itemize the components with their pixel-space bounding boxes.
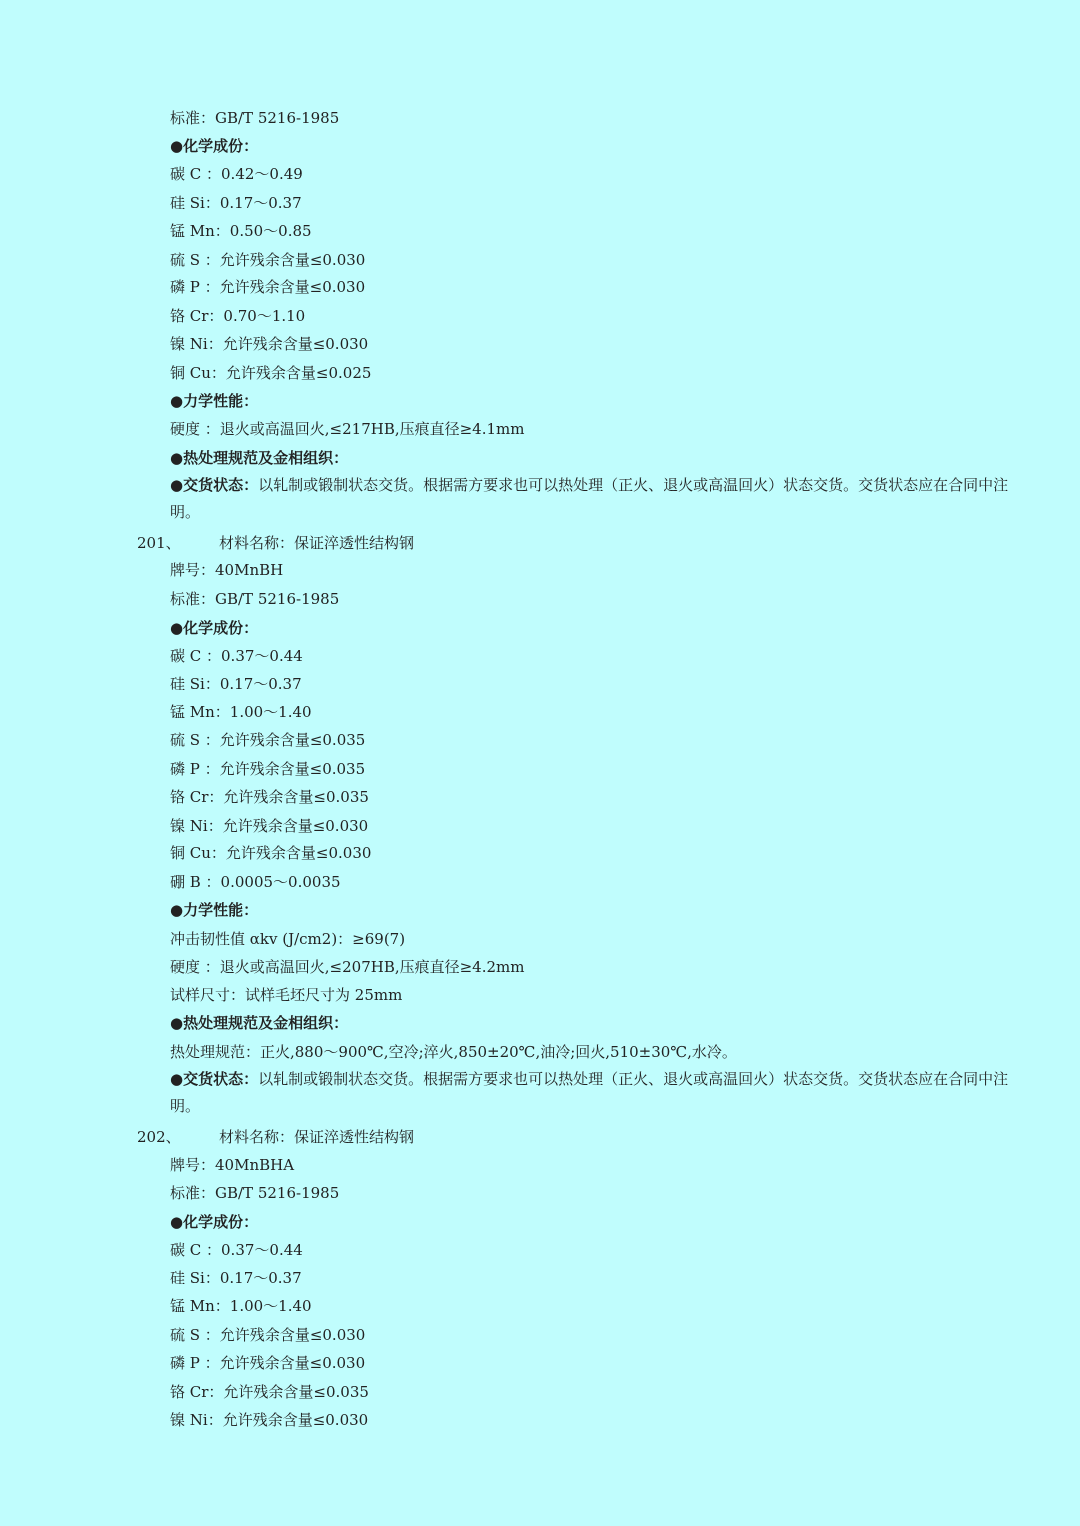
element-chromium: 铬 Cr：0.70～1.10 [170, 307, 306, 325]
element-phosphorus: 磷 P ：允许残余含量≤0.035 [170, 760, 366, 778]
section-heading-mechanical: ●力学性能： [170, 392, 259, 410]
delivery-state-text: 以轧制或锻制状态交货。根据需方要求也可以热处理（正火、退火或高温回火）状态交货。交货状态应在合同中注明。 [170, 1070, 1009, 1115]
element-carbon: 碳 C ：0.42～0.49 [170, 165, 303, 183]
impact-toughness-line: 冲击韧性值 αkv (J/cm2)：≥69(7) [170, 930, 406, 948]
item-202-header [137, 1128, 414, 1146]
section-heading-heat-treatment: ●热处理规范及金相组织： [170, 1014, 349, 1032]
element-nickel: 镍 Ni：允许残余含量≤0.030 [170, 335, 369, 353]
element-sulfur: 硫 S ：允许残余含量≤0.035 [170, 731, 366, 749]
element-chromium: 铬 Cr：允许残余含量≤0.035 [170, 788, 369, 806]
element-copper: 铜 Cu：允许残余含量≤0.030 [170, 844, 372, 862]
element-phosphorus: 磷 P ：允许残余含量≤0.030 [170, 278, 366, 296]
element-boron: 硼 B ：0.0005～0.0035 [170, 873, 341, 891]
material-name: 材料名称：保证淬透性结构钢 [219, 534, 415, 552]
grade-line: 牌号：40MnBHA [170, 1156, 295, 1174]
section-heading-chemical: ●化学成份： [170, 619, 259, 637]
element-manganese: 锰 Mn：1.00～1.40 [170, 1297, 312, 1315]
standard-line: 标准：GB/T 5216-1985 [170, 590, 340, 608]
item-number: 201、 [137, 534, 181, 552]
delivery-state-paragraph [170, 1066, 1010, 1120]
element-sulfur: 硫 S ：允许残余含量≤0.030 [170, 251, 366, 269]
element-carbon: 碳 C ：0.37～0.44 [170, 647, 303, 665]
standard-line: 标准：GB/T 5216-1985 [170, 1184, 340, 1202]
heat-treatment-spec-line: 热处理规范：正火,880～900℃,空冷;淬火,850±20℃,油冷;回火,510±30℃,水冷。 [170, 1043, 737, 1061]
item-201-header [137, 534, 414, 552]
hardness-line: 硬度 ：退火或高温回火,≤217HB,压痕直径≥4.1mm [170, 420, 525, 438]
delivery-state-text: 以轧制或锻制状态交货。根据需方要求也可以热处理（正火、退火或高温回火）状态交货。交货状态应在合同中注明。 [170, 476, 1009, 521]
element-nickel: 镍 Ni：允许残余含量≤0.030 [170, 817, 369, 835]
element-nickel: 镍 Ni：允许残余含量≤0.030 [170, 1411, 369, 1429]
element-phosphorus: 磷 P ：允许残余含量≤0.030 [170, 1354, 366, 1372]
material-name: 材料名称：保证淬透性结构钢 [219, 1128, 415, 1146]
item-number: 202、 [137, 1128, 181, 1146]
element-chromium: 铬 Cr：允许残余含量≤0.035 [170, 1383, 369, 1401]
delivery-state-paragraph [170, 472, 1010, 526]
element-silicon: 硅 Si：0.17～0.37 [170, 1269, 302, 1287]
delivery-state-label: ●交货状态： [170, 1070, 259, 1088]
element-silicon: 硅 Si：0.17～0.37 [170, 675, 302, 693]
delivery-state-label: ●交货状态： [170, 476, 259, 494]
element-carbon: 碳 C ：0.37～0.44 [170, 1241, 303, 1259]
element-manganese: 锰 Mn：0.50～0.85 [170, 222, 312, 240]
element-copper: 铜 Cu：允许残余含量≤0.025 [170, 364, 372, 382]
specimen-size-line: 试样尺寸：试样毛坯尺寸为 25mm [170, 986, 403, 1004]
element-manganese: 锰 Mn：1.00～1.40 [170, 703, 312, 721]
element-sulfur: 硫 S ：允许残余含量≤0.030 [170, 1326, 366, 1344]
section-heading-mechanical: ●力学性能： [170, 901, 259, 919]
standard-line: 标准：GB/T 5216-1985 [170, 109, 340, 127]
section-heading-heat-treatment: ●热处理规范及金相组织： [170, 449, 349, 467]
element-silicon: 硅 Si：0.17～0.37 [170, 194, 302, 212]
hardness-line: 硬度 ：退火或高温回火,≤207HB,压痕直径≥4.2mm [170, 958, 525, 976]
section-heading-chemical: ●化学成份： [170, 137, 259, 155]
section-heading-chemical: ●化学成份： [170, 1213, 259, 1231]
grade-line: 牌号：40MnBH [170, 561, 284, 579]
